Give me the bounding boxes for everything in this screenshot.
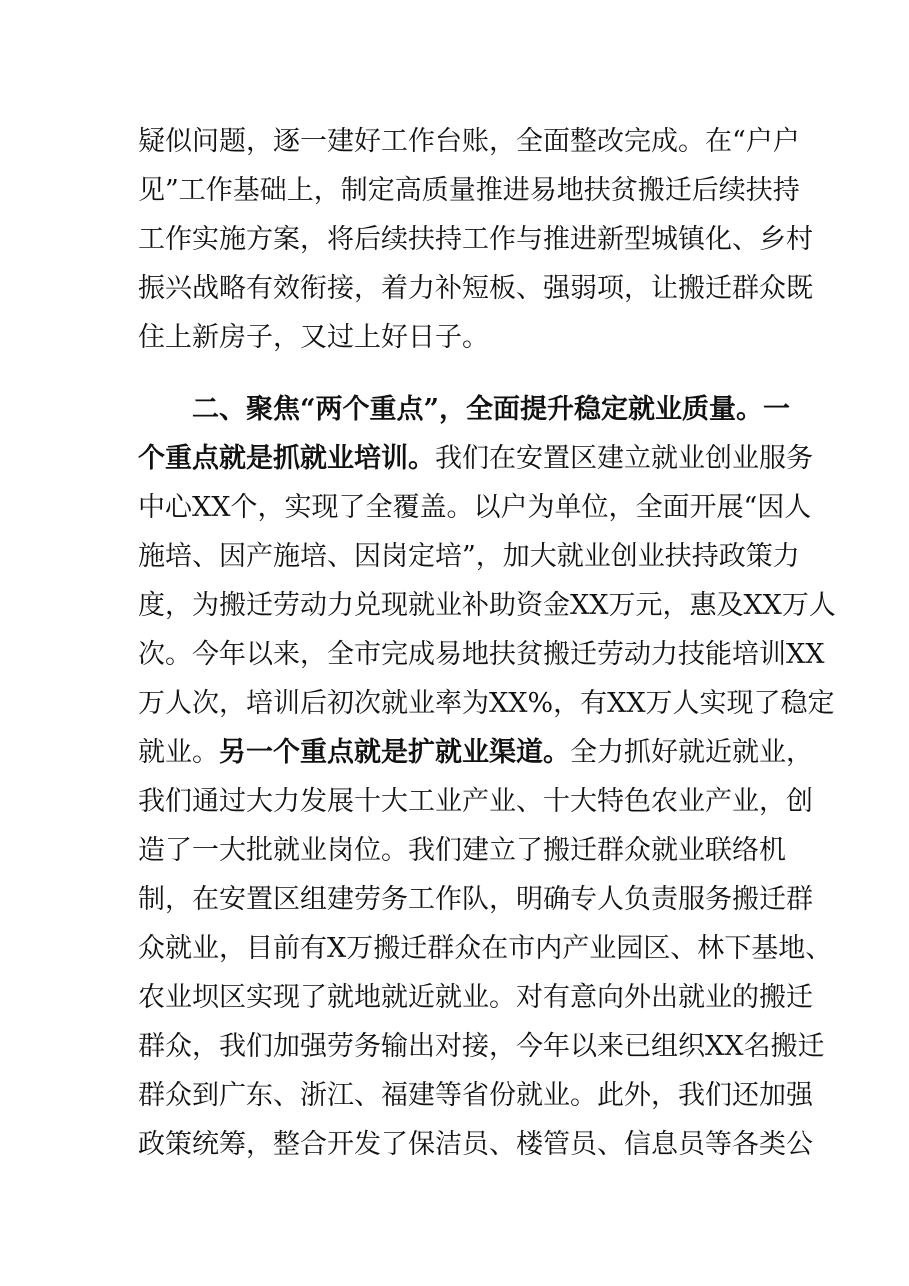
text-line: 万人次，培训后初次就业率为XX%，有XX万人实现了稳定	[138, 688, 835, 719]
text-line: 次。今年以来，全市完成易地扶贫搬迁劳动力技能培训XX	[138, 639, 825, 670]
text-line: 中心XX个，实现了全覆盖。以户为单位，全面开展“因人	[138, 492, 812, 523]
paragraph-gap	[138, 362, 773, 385]
section-heading: 二、聚焦“两个重点”，全面提升稳定就业质量。一	[192, 394, 791, 425]
text-run: 就业。	[138, 737, 219, 768]
text-line: 造了一大批就业岗位。我们建立了搬迁群众就业联络机	[138, 835, 786, 866]
text-line: 农业坝区实现了就地就近就业。对有意向外出就业的搬迁	[138, 982, 813, 1013]
text-line: 度，为搬迁劳动力兑现就业补助资金XX万元，惠及XX万人	[138, 590, 836, 621]
text-line: 我们通过大力发展十大工业产业、十大特色农业产业，创	[138, 786, 813, 817]
text-run: 全力抓好就近就业，	[570, 737, 813, 768]
text-line: 制，在安置区组建劳务工作队，明确专人负责服务搬迁群	[138, 884, 813, 915]
paragraph-1	[138, 117, 813, 362]
text-line: 住上新房子，又过上好日子。	[138, 322, 489, 353]
key-point-1: 个重点就是抓就业培训。	[138, 443, 435, 474]
text-line: 施培、因产施培、因岗定培”，加大就业创业扶持政策力	[138, 541, 800, 572]
text-line: 疑似问题，逐一建好工作台账，全面整改完成。在“户户	[138, 126, 800, 157]
text-line	[138, 434, 813, 483]
text-line: 政策统筹，整合开发了保洁员、楼管员、信息员等各类公	[138, 1129, 813, 1160]
text-line: 群众到广东、浙江、福建等省份就业。此外，我们还加强	[138, 1080, 813, 1111]
text-run: 我们在安置区建立就业创业服务	[435, 443, 813, 474]
text-line: 工作实施方案，将后续扶持工作与推进新型城镇化、乡村	[138, 224, 813, 255]
text-line: 见”工作基础上，制定高质量推进易地扶贫搬迁后续扶持	[138, 175, 800, 206]
key-point-2: 另一个重点就是扩就业渠道。	[219, 737, 570, 768]
paragraph-2	[138, 385, 836, 1169]
text-line: 群众，我们加强劳务输出对接，今年以来已组织XX名搬迁	[138, 1031, 825, 1062]
text-line: 振兴战略有效衔接，着力补短板、强弱项，让搬迁群众既	[138, 273, 813, 304]
text-line: 众就业，目前有X万搬迁群众在市内产业园区、林下基地、	[138, 933, 833, 964]
text-line	[138, 728, 813, 777]
body-text	[138, 117, 836, 1169]
